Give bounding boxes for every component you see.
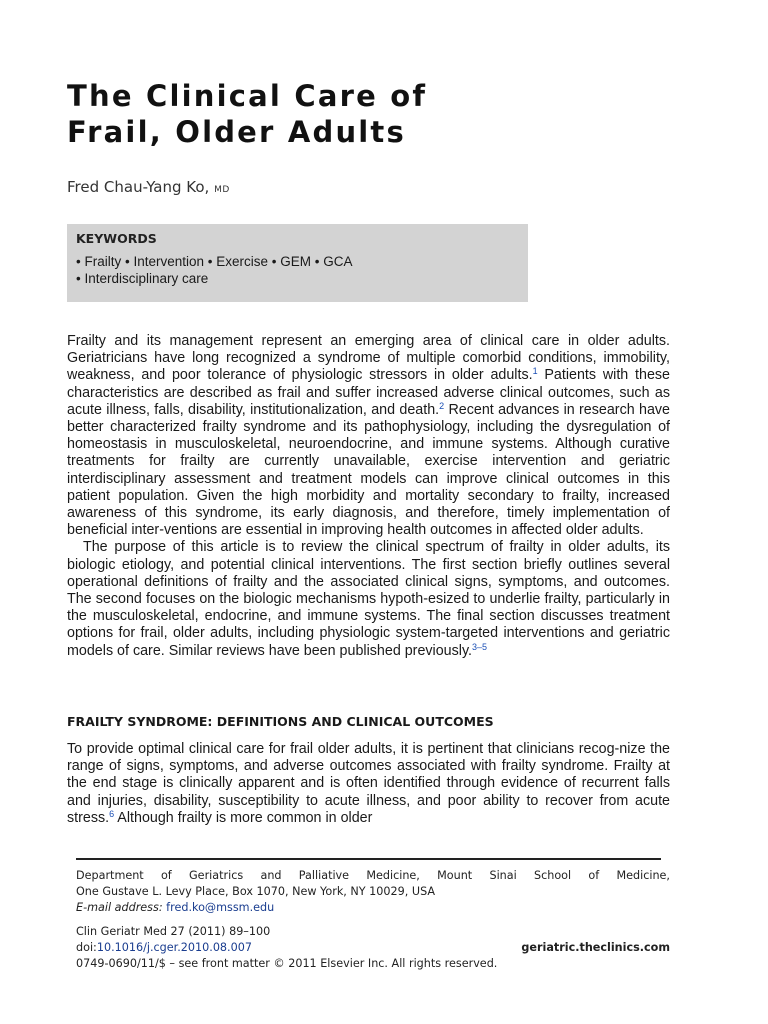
email-link[interactable]: fred.ko@mssm.edu: [166, 901, 275, 914]
keywords-line-2: • Interdisciplinary care: [76, 271, 209, 286]
article-title-line-1: The Clinical Care of: [67, 79, 428, 113]
doi-line: [76, 940, 670, 956]
doi-label: doi:: [76, 941, 97, 954]
reference-link-2[interactable]: 2: [439, 400, 445, 411]
author-affiliation: [76, 868, 670, 916]
intro-paragraph-1: [67, 333, 670, 539]
journal-website-link[interactable]: geriatric.theclinics.com: [521, 941, 670, 954]
section-paragraph-1: [67, 741, 670, 827]
email-line: [76, 900, 670, 916]
author-name: Fred Chau-Yang Ko,: [67, 178, 210, 196]
copyright-line: 0749-0690/11/$ – see front matter © 2011 Elsevier Inc. All rights reserved.: [76, 957, 498, 970]
citation-line: Clin Geriatr Med 27 (2011) 89–100: [76, 925, 271, 938]
section-body: [67, 741, 670, 827]
article-title-line-2: Frail, Older Adults: [67, 115, 406, 149]
citation-block: [76, 924, 670, 972]
keywords-box: [67, 224, 528, 302]
author-degree: MD: [214, 185, 230, 195]
affiliation-line-1: Department of Geriatrics and Palliative Medicine, Mount Sinai School of Medicine,: [76, 869, 670, 882]
keywords-heading: KEYWORDS: [76, 231, 157, 246]
para1-text-b: Patients with these characteristics are described as frail and suffer increased adverse clinical outcomes, such as acute illness, falls, disability, institutionalization, and death.: [67, 367, 671, 418]
affiliation-line-2: One Gustave L. Levy Place, Box 1070, New York, NY 10029, USA: [76, 885, 436, 898]
intro-body: [67, 333, 670, 660]
keywords-line-1: • Frailty • Intervention • Exercise • GEM • GCA: [76, 254, 353, 269]
reference-link-1[interactable]: 1: [532, 366, 538, 377]
reference-link-6[interactable]: 6: [109, 808, 115, 819]
doi-link[interactable]: 10.1016/j.cger.2010.08.007: [96, 941, 252, 954]
article-title: [67, 78, 667, 150]
email-label: E-mail address:: [76, 901, 163, 914]
para1-text-a: Frailty and its management represent an emerging area of clinical care in older adults. Geriatricians have long recognized a syndrome of multiple comorbid conditions, immobility, weakness, and poor tolerance of physiologic stressors in older adults.: [67, 333, 670, 384]
para2-text: The purpose of this article is to review the clinical spectrum of frailty in older adults, its biologic etiology, and potential clinical interventions. The first section briefly outlines several operational definitions of frailty and the associated clinical signs, symptoms, and outcomes. The second focuses on the biologic mechanisms hypoth-esized to underlie frailty, particularly in the musculoskeletal, endocrine, and immune systems. The final section discusses treatment options for frail, older adults, including physiologic system-targeted interventions and geriatric models of care. Similar reviews have been published previously.: [67, 539, 670, 659]
footer-divider: [76, 858, 661, 860]
section-heading: FRAILTY SYNDROME: DEFINITIONS AND CLINICAL OUTCOMES: [67, 714, 494, 729]
para1-text-c: Recent advances in research have better characterized frailty syndrome and its pathophysiology, including the dysregulation of homeostasis in musculoskeletal, neuroendocrine, and immune systems. Although curative treatments for frailty are currently unavailable, exercise intervention and geriatric interdisciplinary assessment and treatment models can improve clinical outcomes in this patient population. Given the high morbidity and mortality secondary to frailty, increased awareness of this syndrome, its early diagnosis, and therefore, timely implementation of beneficial inter-ventions are essential in improving health outcomes in affected older adults.: [67, 401, 670, 539]
intro-paragraph-2: [67, 539, 670, 659]
para3-text-b: Although frailty is more common in older: [114, 809, 373, 826]
para3-text-a: To provide optimal clinical care for frail older adults, it is pertinent that clinicians recog-nize the range of signs, symptoms, and adverse outcomes associated with frailty syndrome. Frailty at the end stage is clinically apparent and is often identified through evidence of recurrent falls and injuries, disability, susceptibility to acute illness, and poor ability to recover from acute stress.: [67, 741, 670, 826]
reference-link-3-5[interactable]: 3–5: [472, 641, 488, 652]
author-byline: [67, 178, 230, 196]
